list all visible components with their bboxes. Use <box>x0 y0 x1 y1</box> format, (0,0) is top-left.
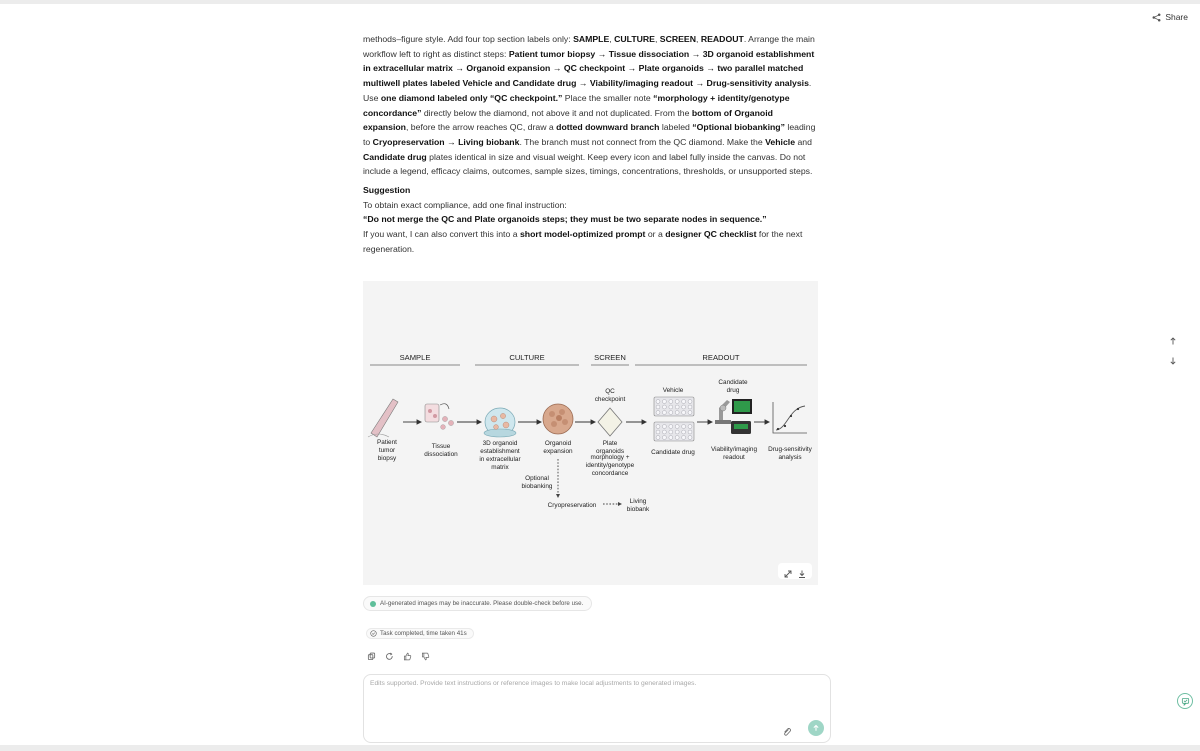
emphasis-text: Patient tumor biopsy → Tissue dissociation → 3D organoid establishment in extracellular matrix → Organoid expansion → QC checkpoint → Plate organoids → two parallel matched multiwell plates labeled Vehicle and Candidate drug → Viability/imaging readout → Drug-sensitivity analysis <box>363 48 815 89</box>
plate-well <box>662 425 666 429</box>
download-icon[interactable] <box>797 566 807 576</box>
plate-well <box>688 430 692 434</box>
emphasis-text: one diamond labeled only “QC checkpoint.” <box>380 92 563 103</box>
scroll-down-icon[interactable] <box>1168 353 1178 363</box>
section-label-sample: SAMPLE <box>399 353 431 362</box>
emphasis-text: “Optional biobanking” <box>692 122 785 133</box>
emphasis-text: Candidate drug <box>363 151 427 162</box>
plate-well <box>675 430 679 434</box>
emphasis-text: bottom of Organoid expansion <box>363 107 773 133</box>
label-optional-1: Optional <box>525 475 549 482</box>
expand-icon[interactable] <box>783 566 793 576</box>
workflow-figure <box>363 281 818 585</box>
label-vehicle: Vehicle <box>662 387 684 394</box>
plate-well <box>688 411 692 415</box>
plate-well <box>669 411 673 415</box>
edit-composer <box>363 674 831 743</box>
thumbs-up-icon[interactable] <box>403 648 412 657</box>
plate-well <box>656 405 660 409</box>
vehicle-plate-icon <box>654 397 694 416</box>
plate-well <box>669 436 673 440</box>
organoid-dish-icon <box>484 408 516 437</box>
plate-well <box>675 400 679 404</box>
label-qc-2: checkpoint <box>594 396 626 403</box>
label-drug-sens-2: analysis <box>778 454 802 461</box>
label-plate-1: Plate <box>602 440 618 447</box>
message-text: leading to <box>363 122 816 147</box>
task-status-badge <box>366 628 474 639</box>
plate-well <box>669 430 673 434</box>
plate-well <box>675 425 679 429</box>
label-expansion-2: expansion <box>543 448 573 455</box>
section-label-culture: CULTURE <box>509 353 545 362</box>
label-biopsy-3: biopsy <box>377 455 397 462</box>
emphasis-text: CULTURE <box>614 34 655 44</box>
plate-well <box>682 411 686 415</box>
copy-icon[interactable] <box>367 648 376 657</box>
plate-well <box>682 405 686 409</box>
status-dot-icon <box>370 601 376 607</box>
label-establishment-2: establishment <box>480 448 520 455</box>
label-expansion-1: Organoid <box>544 440 572 447</box>
plate-well <box>662 411 666 415</box>
paperclip-icon[interactable] <box>782 724 792 734</box>
plate-well <box>656 411 660 415</box>
message-text: , <box>609 34 615 44</box>
assistant-message <box>363 32 818 261</box>
emphasis-text: READOUT <box>700 34 744 44</box>
scroll-up-icon[interactable] <box>1168 333 1178 343</box>
message-text: labeled <box>659 122 693 133</box>
plate-well <box>656 400 660 404</box>
plate-well <box>682 436 686 440</box>
label-cryopreservation: Cryopreservation <box>547 502 597 509</box>
plate-well <box>688 436 692 440</box>
message-text: or a <box>645 229 666 240</box>
label-candidate-1: Candidate <box>718 379 748 386</box>
ai-disclaimer-text: AI-generated images may be inaccurate. Please double-check before use. <box>380 600 584 607</box>
emphasis-text: Vehicle <box>765 136 796 147</box>
label-plate-2: organoids <box>595 448 625 455</box>
label-establishment-3: in extracellular <box>479 456 521 463</box>
suggestion-title: Suggestion <box>363 185 411 196</box>
label-biopsy-1: Patient <box>377 439 397 446</box>
plate-well <box>688 400 692 404</box>
message-actions <box>367 648 430 657</box>
plate-well <box>682 400 686 404</box>
message-text: , before the arrow reaches QC, draw a <box>405 122 557 133</box>
label-optional-2: biobanking <box>521 483 553 490</box>
emphasis-text: dotted downward branch <box>556 122 660 133</box>
label-plate-5: concordance <box>591 470 629 477</box>
regenerate-icon[interactable] <box>385 648 394 657</box>
plate-well <box>688 405 692 409</box>
plate-well <box>682 425 686 429</box>
generated-image[interactable] <box>363 281 818 585</box>
message-text: and <box>795 136 812 147</box>
message-text: for the next regeneration. <box>363 229 803 254</box>
message-text: If you want, I can also convert this into a <box>363 229 520 240</box>
label-living-2: biobank <box>626 506 650 513</box>
task-status-text: Task completed, time taken 41s <box>380 630 467 637</box>
section-label-screen: SCREEN <box>594 353 626 362</box>
message-text: , <box>696 34 701 44</box>
thumbs-down-icon[interactable] <box>421 648 430 657</box>
feedback-button[interactable] <box>1177 693 1193 709</box>
emphasis-text: SCREEN <box>659 34 697 44</box>
message-paragraph-offer <box>363 227 818 256</box>
ai-disclaimer-badge <box>363 596 592 611</box>
plate-well <box>656 430 660 434</box>
send-arrow-icon <box>812 724 820 732</box>
message-text: . Use <box>363 78 812 103</box>
message-text: directly below the diamond, not above it and not duplicated. From the <box>421 107 692 118</box>
plate-well <box>662 400 666 404</box>
message-text: . Arrange the main workflow left to right as distinct steps: <box>363 34 815 59</box>
workflow-arrows <box>403 420 769 424</box>
emphasis-text: designer QC checklist <box>665 229 757 240</box>
monitor-icon <box>731 399 752 434</box>
label-qc-1: QC <box>605 388 615 395</box>
dose-response-curve-icon <box>773 402 807 433</box>
label-candidate-2: drug <box>726 387 740 394</box>
plate-well <box>662 430 666 434</box>
message-text: plates identical in size and visual weight. Keep every icon and label fully inside the canvas. Do not include a legend, efficacy claims, outcomes, sample sizes, timings, concentrations, thresholds, or unsupported steps. <box>363 151 813 177</box>
send-button[interactable] <box>808 720 824 736</box>
label-plate-4: identity/genotype <box>585 462 635 469</box>
message-paragraph-instructions <box>363 32 818 179</box>
suggestion-quote <box>363 212 818 227</box>
suggestion-text: To obtain exact compliance, add one final instruction: <box>363 199 567 210</box>
biopsy-icon <box>368 399 398 437</box>
plate-well <box>688 425 692 429</box>
top-window-strip <box>0 0 1200 4</box>
plate-well <box>675 405 679 409</box>
plate-well <box>662 405 666 409</box>
message-text: methods–figure style. Add four top section labels only: <box>363 34 574 44</box>
message-text: . The branch must not connect from the QC diamond. Make the <box>519 136 766 147</box>
label-dissociation-2: dissociation <box>424 451 458 458</box>
edit-instructions-input[interactable] <box>370 680 810 710</box>
feedback-icon <box>1181 697 1190 706</box>
emphasis-text: Cryopreservation → Living biobank <box>372 136 520 147</box>
share-icon <box>1152 13 1161 22</box>
label-dissociation-1: Tissue <box>431 443 451 450</box>
section-label-readout: READOUT <box>702 353 740 362</box>
plate-well <box>669 425 673 429</box>
label-candidate-drug-plate: Candidate drug <box>651 449 695 456</box>
plate-well <box>675 436 679 440</box>
message-text: Place the smaller note <box>562 92 654 103</box>
plate-well <box>656 425 660 429</box>
candidate-plate-icon <box>654 422 694 441</box>
emphasis-text: SAMPLE <box>573 34 610 44</box>
share-label: Share <box>1165 12 1188 22</box>
label-viability-1: Viability/imaging <box>710 446 758 453</box>
label-viability-2: readout <box>723 454 745 461</box>
share-button[interactable] <box>1152 12 1188 22</box>
plate-well <box>656 436 660 440</box>
plate-well <box>669 400 673 404</box>
organoid-icon <box>543 404 573 434</box>
label-plate-3: morphology + <box>590 454 630 461</box>
plate-well <box>682 430 686 434</box>
emphasis-text: “morphology + identity/genotype concordance” <box>363 92 790 118</box>
label-establishment-1: 3D organoid <box>482 440 518 447</box>
dissociation-icon <box>425 404 454 430</box>
label-living-1: Living <box>629 498 647 505</box>
image-toolbar <box>778 563 812 579</box>
label-establishment-4: matrix <box>491 464 509 471</box>
plate-well <box>669 405 673 409</box>
clock-check-icon <box>370 630 377 637</box>
qc-diamond <box>598 408 622 436</box>
suggestion-quote-text: “Do not merge the QC and Plate organoids steps; they must be two separate nodes in sequence.” <box>363 214 767 225</box>
bottom-window-strip <box>0 745 1200 751</box>
label-drug-sens-1: Drug-sensitivity <box>768 446 812 453</box>
label-biopsy-2: tumor <box>378 447 396 454</box>
microscope-icon <box>715 400 731 424</box>
message-text: , <box>654 34 660 44</box>
plate-well <box>675 411 679 415</box>
emphasis-text: short model-optimized prompt <box>519 229 646 240</box>
plate-well <box>662 436 666 440</box>
